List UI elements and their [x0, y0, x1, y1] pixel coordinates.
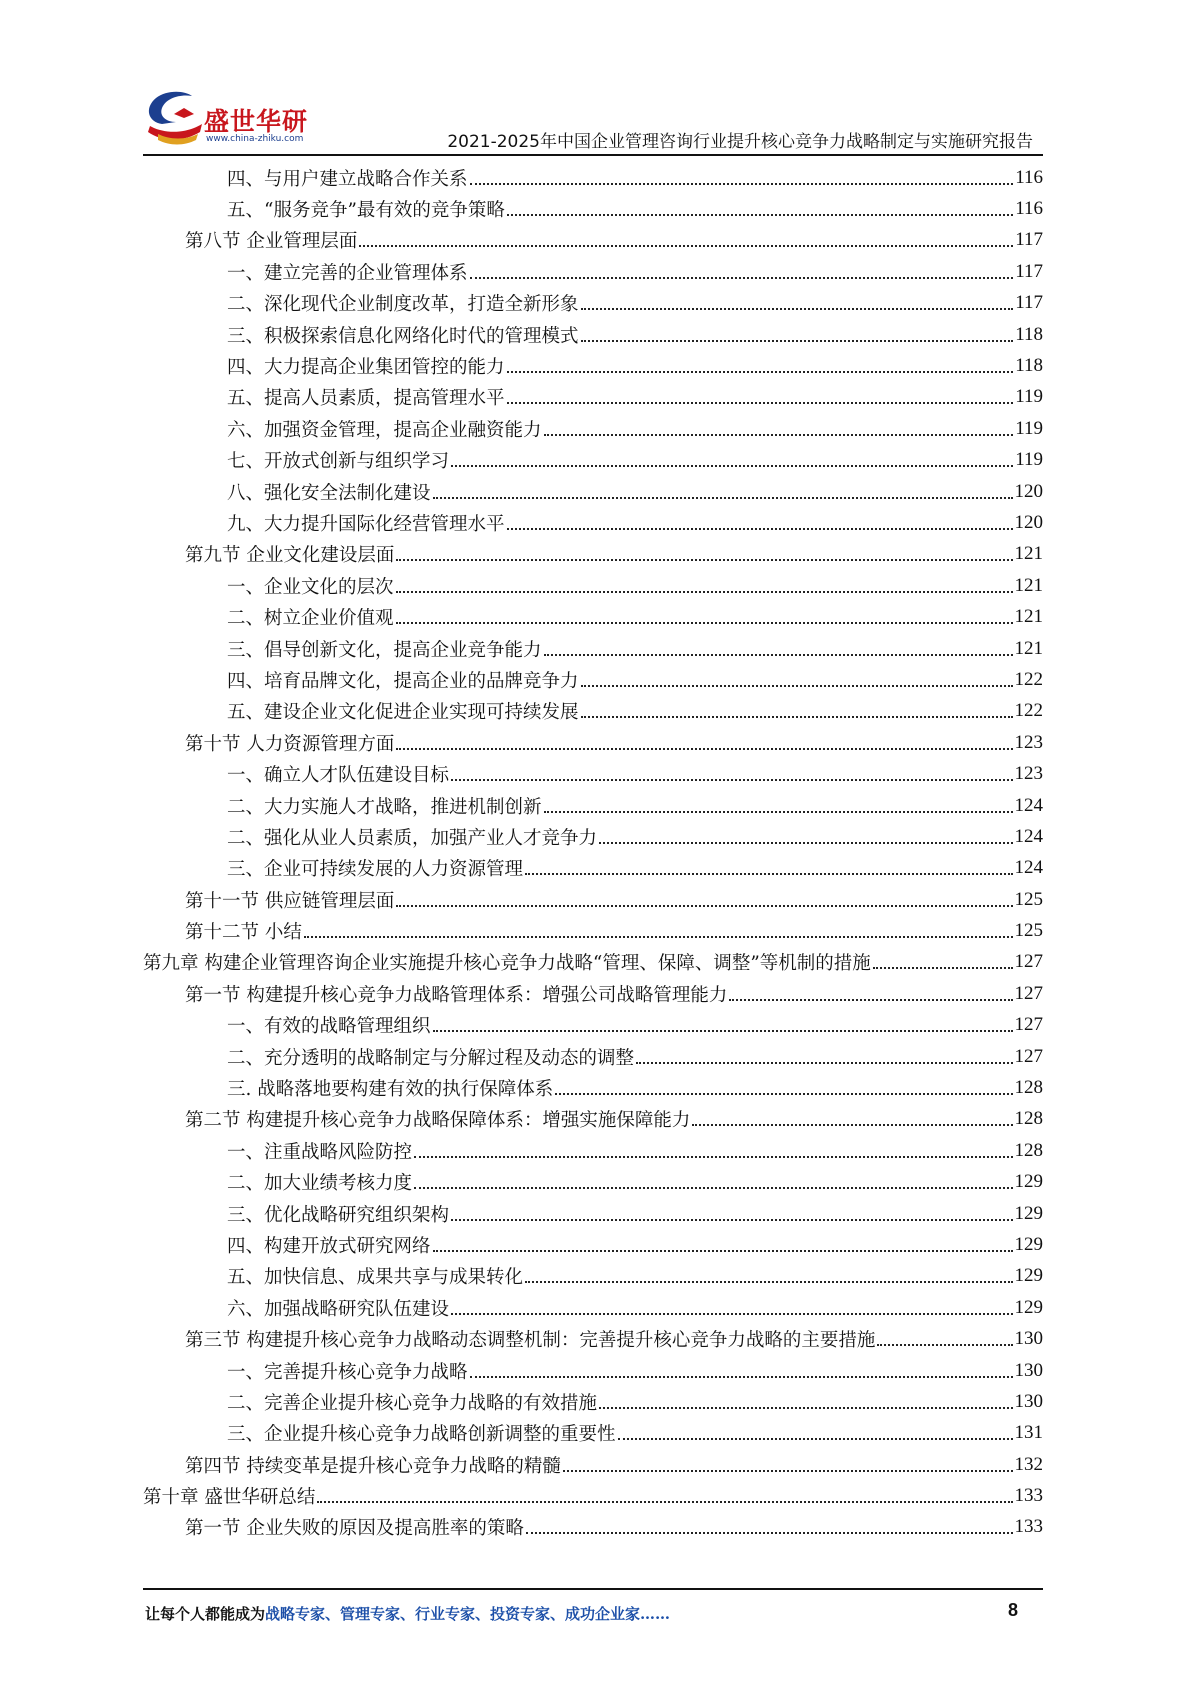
toc-leader-dots	[581, 340, 1014, 342]
toc-leader-dots	[581, 685, 1013, 687]
toc-leader-dots	[599, 1407, 1012, 1409]
toc-leader-dots	[618, 1438, 1013, 1440]
toc-entry-label: 四、培育品牌文化，提高企业的品牌竞争力	[227, 670, 579, 692]
toc-entry[interactable]	[143, 1135, 1043, 1166]
toc-entry-label: 一、完善提升核心竞争力战略	[227, 1361, 468, 1383]
toc-entry-label: 二、完善企业提升核心竞争力战略的有效措施	[227, 1392, 598, 1414]
toc-entry-label: 第十一节 供应链管理层面	[185, 890, 395, 912]
toc-entry[interactable]	[143, 790, 1043, 821]
toc-entry[interactable]	[143, 1355, 1043, 1386]
toc-entry-label: 二、树立企业价值观	[227, 608, 394, 630]
toc-entry-page: 122	[1014, 668, 1043, 690]
toc-entry[interactable]	[143, 1323, 1043, 1354]
toc-entry[interactable]	[143, 1010, 1043, 1041]
toc-entry-label: 第四节 持续变革是提升核心竞争力战略的精髓	[185, 1455, 561, 1477]
toc-entry[interactable]	[143, 664, 1043, 695]
toc-entry-page: 117	[1015, 260, 1043, 282]
toc-entry-page: 128	[1014, 1108, 1043, 1130]
toc-entry-label: 五、建设企业文化促进企业实现可持续发展	[227, 702, 579, 724]
toc-entry[interactable]	[143, 1261, 1043, 1292]
toc-entry-label: 三、企业提升核心竞争力战略创新调整的重要性	[227, 1424, 616, 1446]
toc-entry[interactable]	[143, 1480, 1043, 1511]
toc-entry-page: 122	[1014, 700, 1043, 722]
toc-entry[interactable]	[143, 1198, 1043, 1229]
toc-entry[interactable]	[143, 1418, 1043, 1449]
toc-leader-dots	[873, 967, 1013, 969]
toc-entry-label: 第一节 构建提升核心竞争力战略管理体系：增强公司战略管理能力	[185, 984, 728, 1006]
toc-entry[interactable]	[143, 350, 1043, 381]
toc-entry-page: 129	[1014, 1296, 1043, 1318]
toc-entry-label: 三、积极探索信息化网络化时代的管理模式	[227, 325, 579, 347]
toc-leader-dots	[470, 1376, 1013, 1378]
toc-entry-label: 五、提高人员素质，提高管理水平	[227, 388, 505, 410]
toc-leader-dots	[581, 308, 1014, 310]
toc-entry-page: 116	[1015, 166, 1043, 188]
toc-entry[interactable]	[143, 193, 1043, 224]
toc-entry-label: 八、强化安全法制化建设	[227, 482, 431, 504]
toc-entry-page: 121	[1014, 637, 1043, 659]
toc-entry[interactable]	[143, 601, 1043, 632]
toc-entry-label: 第九章 构建企业管理咨询企业实施提升核心竞争力战略“管理、保障、调整”等机制的措施	[143, 953, 871, 975]
toc-leader-dots	[414, 1156, 1012, 1158]
toc-leader-dots	[433, 1030, 1013, 1032]
toc-leader-dots	[433, 1250, 1013, 1252]
toc-entry-label: 二、深化现代企业制度改革，打造全新形象	[227, 294, 579, 316]
toc-entry-page: 121	[1014, 574, 1043, 596]
logo-url: www.china-zhiku.com	[206, 134, 304, 144]
toc-entry-page: 121	[1014, 543, 1043, 565]
toc-entry-page: 127	[1014, 951, 1043, 973]
toc-entry[interactable]	[143, 476, 1043, 507]
toc-leader-dots	[317, 1501, 1012, 1503]
toc-entry-page: 130	[1014, 1328, 1043, 1350]
toc-entry[interactable]	[143, 821, 1043, 852]
toc-leader-dots	[544, 434, 1014, 436]
toc-entry-label: 第一节 企业失败的原因及提高胜率的策略	[185, 1518, 524, 1540]
toc-entry[interactable]	[143, 256, 1043, 287]
toc-entry-page: 120	[1014, 480, 1043, 502]
table-of-contents	[143, 162, 1043, 1543]
toc-entry[interactable]	[143, 758, 1043, 789]
logo-title: 盛世华研	[204, 107, 309, 136]
toc-leader-dots	[563, 1470, 1013, 1472]
toc-leader-dots	[599, 842, 1012, 844]
toc-leader-dots	[396, 622, 1013, 624]
toc-leader-dots	[451, 1313, 1012, 1315]
toc-entry-page: 133	[1014, 1516, 1043, 1538]
footer-slogan-roles: 战略专家、管理专家、行业专家、投资专家、成功企业家……	[265, 1605, 671, 1623]
toc-leader-dots	[729, 999, 1012, 1001]
toc-entry-page: 124	[1014, 857, 1043, 879]
toc-entry[interactable]	[143, 319, 1043, 350]
toc-entry[interactable]	[143, 884, 1043, 915]
toc-entry[interactable]	[143, 1229, 1043, 1260]
toc-entry-label: 五、加快信息、成果共享与成果转化	[227, 1267, 524, 1289]
toc-entry[interactable]	[143, 1072, 1043, 1103]
toc-entry-label: 六、加强战略研究队伍建设	[227, 1298, 450, 1320]
toc-entry-page: 123	[1014, 731, 1043, 753]
toc-entry[interactable]	[143, 288, 1043, 319]
toc-leader-dots	[544, 654, 1013, 656]
toc-entry-label: 一、确立人才队伍建设目标	[227, 765, 450, 787]
toc-entry-page: 119	[1015, 449, 1043, 471]
page-number: 8	[1008, 1600, 1019, 1620]
toc-leader-dots	[507, 371, 1014, 373]
toc-leader-dots	[451, 779, 1012, 781]
toc-entry-page: 118	[1015, 355, 1043, 377]
toc-entry-label: 三、企业可持续发展的人力资源管理	[227, 859, 524, 881]
toc-leader-dots	[470, 277, 1014, 279]
toc-leader-dots	[636, 1062, 1012, 1064]
toc-entry-label: 第十章 盛世华研总结	[143, 1487, 316, 1509]
toc-entry-page: 129	[1014, 1265, 1043, 1287]
toc-entry[interactable]	[143, 1449, 1043, 1480]
toc-leader-dots	[396, 559, 1012, 561]
toc-entry-page: 128	[1014, 1139, 1043, 1161]
toc-entry[interactable]	[143, 570, 1043, 601]
toc-entry-page: 119	[1015, 417, 1043, 439]
toc-entry[interactable]	[143, 382, 1043, 413]
toc-entry-label: 三、优化战略研究组织架构	[227, 1204, 450, 1226]
toc-leader-dots	[507, 528, 1013, 530]
toc-entry-label: 一、企业文化的层次	[227, 576, 394, 598]
toc-entry-page: 130	[1014, 1359, 1043, 1381]
toc-entry-page: 123	[1014, 763, 1043, 785]
toc-entry[interactable]	[143, 696, 1043, 727]
toc-entry-page: 120	[1014, 511, 1043, 533]
toc-entry-page: 132	[1014, 1453, 1043, 1475]
toc-entry-page: 127	[1014, 982, 1043, 1004]
toc-entry-page: 127	[1014, 1014, 1043, 1036]
toc-entry-page: 125	[1014, 888, 1043, 910]
toc-entry[interactable]	[143, 413, 1043, 444]
toc-leader-dots	[526, 1532, 1013, 1534]
toc-entry[interactable]	[143, 1292, 1043, 1323]
toc-leader-dots	[877, 1344, 1012, 1346]
toc-entry[interactable]	[143, 162, 1043, 193]
toc-entry-label: 五、“服务竞争”最有效的竞争策略	[227, 200, 505, 222]
toc-leader-dots	[507, 402, 1014, 404]
toc-leader-dots	[396, 905, 1012, 907]
toc-entry-page: 127	[1014, 1045, 1043, 1067]
toc-leader-dots	[581, 716, 1013, 718]
toc-leader-dots	[396, 591, 1013, 593]
toc-leader-dots	[544, 811, 1013, 813]
toc-entry-label: 三、倡导创新文化，提高企业竞争能力	[227, 639, 542, 661]
header-divider	[143, 154, 1043, 156]
toc-entry-label: 七、开放式创新与组织学习	[227, 451, 450, 473]
toc-leader-dots	[451, 465, 1013, 467]
footer-slogan-prefix: 让每个人都能成为	[145, 1605, 266, 1623]
logo-swoosh-icon	[140, 84, 210, 150]
toc-entry[interactable]	[143, 1386, 1043, 1417]
toc-entry-page: 130	[1014, 1390, 1043, 1412]
toc-entry-label: 四、大力提高企业集团管控的能力	[227, 357, 505, 379]
toc-entry-page: 117	[1015, 292, 1043, 314]
toc-leader-dots	[433, 497, 1013, 499]
toc-entry[interactable]	[143, 727, 1043, 758]
toc-entry-page: 128	[1014, 1077, 1043, 1099]
toc-entry-page: 119	[1015, 386, 1043, 408]
toc-entry-label: 四、构建开放式研究网络	[227, 1235, 431, 1257]
toc-entry-page: 124	[1014, 794, 1043, 816]
toc-entry[interactable]	[143, 947, 1043, 978]
toc-entry-page: 117	[1015, 229, 1043, 251]
toc-entry-page: 124	[1014, 825, 1043, 847]
toc-leader-dots	[525, 1281, 1012, 1283]
toc-entry-label: 九、大力提升国际化经营管理水平	[227, 513, 505, 535]
toc-leader-dots	[359, 245, 1013, 247]
report-title: 2021-2025年中国企业管理咨询行业提升核心竞争力战略制定与实施研究报告	[447, 132, 1033, 152]
toc-leader-dots	[507, 214, 1013, 216]
toc-entry-page: 129	[1014, 1171, 1043, 1193]
toc-leader-dots	[525, 873, 1012, 875]
toc-leader-dots	[470, 183, 1014, 185]
toc-entry-label: 二、强化从业人员素质，加强产业人才竞争力	[227, 827, 598, 849]
toc-entry[interactable]	[143, 225, 1043, 256]
footer-divider	[143, 1588, 1043, 1590]
toc-entry-label: 四、与用户建立战略合作关系	[227, 168, 468, 190]
toc-entry[interactable]	[143, 1512, 1043, 1543]
toc-entry-label: 第三节 构建提升核心竞争力战略动态调整机制：完善提升核心竞争力战略的主要措施	[185, 1330, 876, 1352]
toc-entry-page: 133	[1014, 1485, 1043, 1507]
toc-entry[interactable]	[143, 1041, 1043, 1072]
toc-entry[interactable]	[143, 978, 1043, 1009]
toc-leader-dots	[692, 1124, 1012, 1126]
footer-slogan	[145, 1603, 670, 1624]
toc-leader-dots	[414, 1187, 1012, 1189]
toc-leader-dots	[555, 1093, 1012, 1095]
toc-entry-page: 116	[1015, 198, 1043, 220]
toc-entry-label: 第十二节 小结	[185, 922, 302, 944]
toc-entry-label: 第九节 企业文化建设层面	[185, 545, 395, 567]
toc-entry-label: 一、有效的战略管理组织	[227, 1016, 431, 1038]
toc-entry[interactable]	[143, 633, 1043, 664]
toc-entry[interactable]	[143, 853, 1043, 884]
toc-entry[interactable]	[143, 507, 1043, 538]
toc-entry-page: 129	[1014, 1202, 1043, 1224]
company-logo	[140, 84, 320, 154]
toc-entry[interactable]	[143, 539, 1043, 570]
toc-leader-dots	[451, 1219, 1012, 1221]
toc-entry-label: 一、建立完善的企业管理体系	[227, 262, 468, 284]
toc-entry-label: 第二节 构建提升核心竞争力战略保障体系：增强实施保障能力	[185, 1110, 691, 1132]
toc-leader-dots	[304, 936, 1013, 938]
toc-entry-page: 131	[1014, 1422, 1043, 1444]
toc-entry-page: 118	[1015, 323, 1043, 345]
toc-entry-label: 二、充分透明的战略制定与分解过程及动态的调整	[227, 1047, 635, 1069]
toc-entry[interactable]	[143, 1104, 1043, 1135]
toc-entry[interactable]	[143, 915, 1043, 946]
toc-entry-label: 二、大力实施人才战略，推进机制创新	[227, 796, 542, 818]
toc-entry-page: 125	[1014, 920, 1043, 942]
toc-entry-label: 二、加大业绩考核力度	[227, 1173, 413, 1195]
toc-entry-label: 三. 战略落地要构建有效的执行保障体系	[227, 1079, 554, 1101]
toc-leader-dots	[396, 748, 1012, 750]
toc-entry-page: 129	[1014, 1233, 1043, 1255]
toc-entry[interactable]	[143, 445, 1043, 476]
toc-entry[interactable]	[143, 1167, 1043, 1198]
toc-entry-label: 第十节 人力资源管理方面	[185, 733, 395, 755]
page-header	[0, 0, 1191, 160]
toc-entry-label: 第八节 企业管理层面	[185, 231, 358, 253]
toc-entry-label: 一、注重战略风险防控	[227, 1141, 413, 1163]
toc-entry-page: 121	[1014, 606, 1043, 628]
toc-entry-label: 六、加强资金管理，提高企业融资能力	[227, 419, 542, 441]
